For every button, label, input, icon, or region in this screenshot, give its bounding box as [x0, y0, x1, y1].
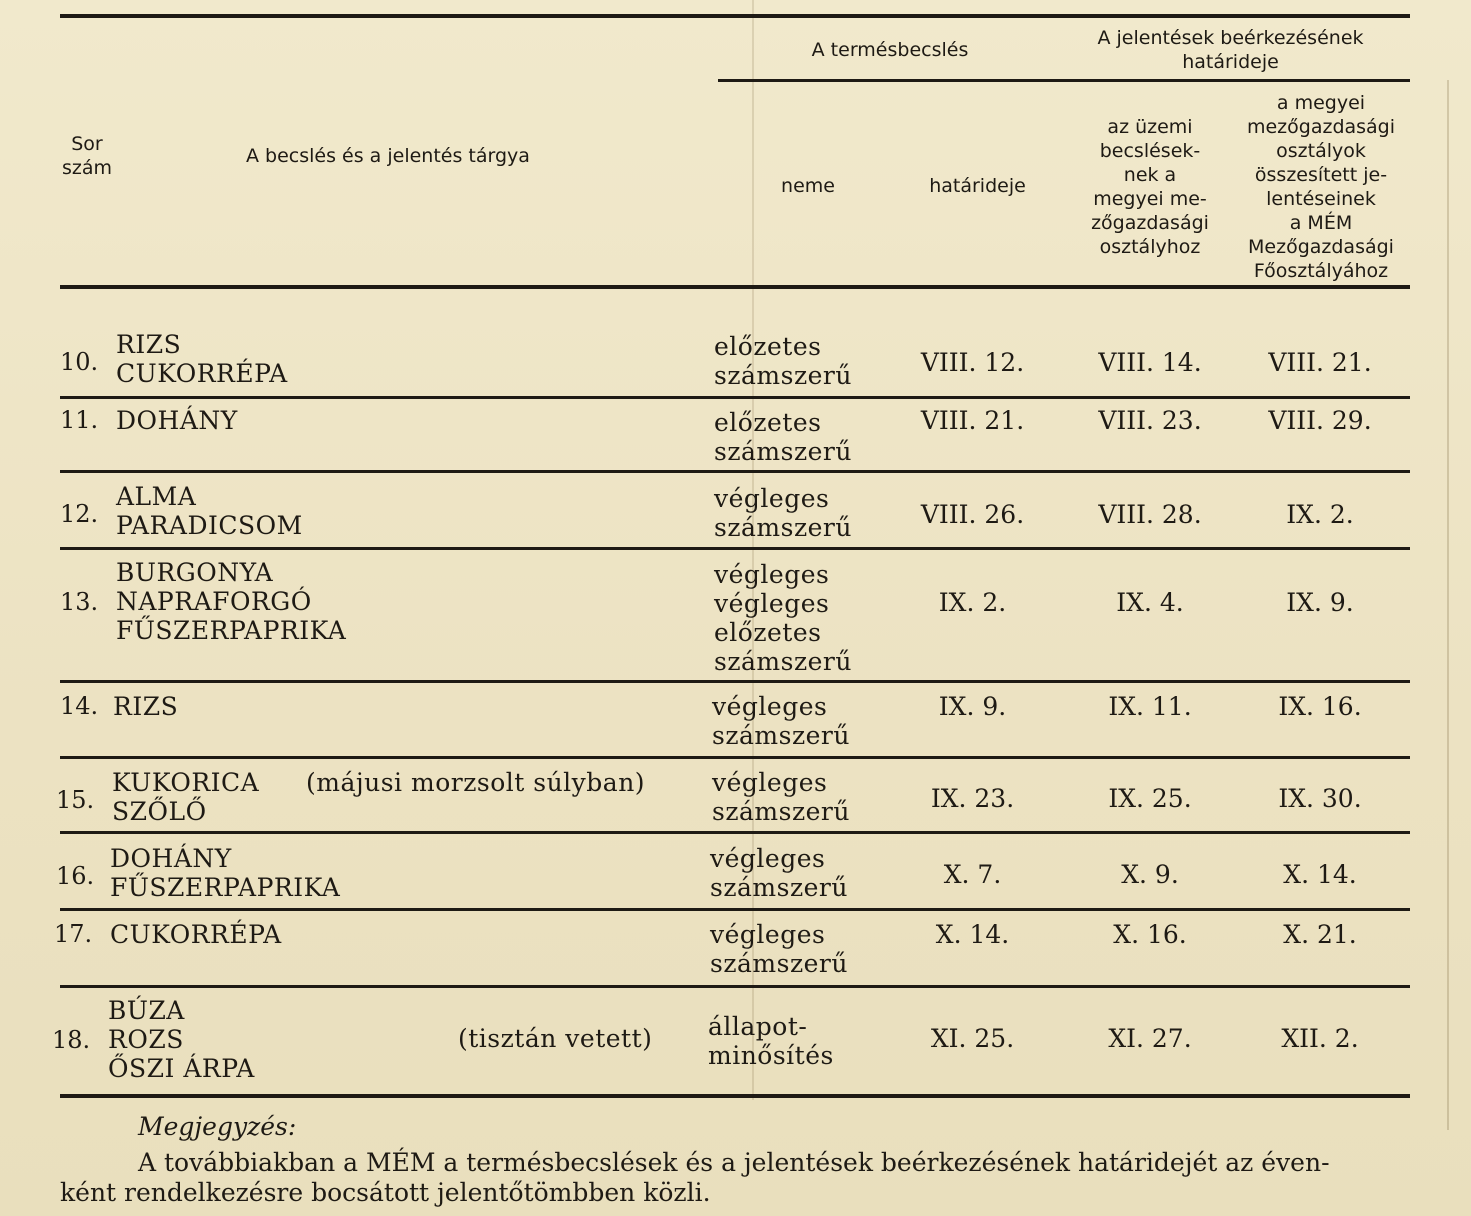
header-estimate-kind: neme [781, 175, 835, 197]
row-kind: végleges számszerű [712, 768, 850, 826]
row-kind: végleges végleges előzetes számszerű [714, 560, 852, 676]
row-note: (tisztán vetett) [458, 1024, 653, 1053]
row-number: 15. [56, 786, 95, 814]
footnote-line-2: ként rendelkezésre bocsátott jelentőtömbben közli. [60, 1178, 711, 1207]
row-subjects: CUKORRÉPA [110, 920, 282, 949]
header-reports-group: A jelentések beérkezésének határideje [1097, 27, 1364, 73]
table-top-rule [60, 14, 1410, 18]
row-deadline: VIII. 21. [920, 406, 1025, 435]
row-to-county: VIII. 14. [1098, 348, 1202, 377]
row-subjects: RIZS CUKORRÉPA [116, 330, 288, 388]
row-to-ministry: IX. 30. [1278, 784, 1362, 813]
row-to-county: X. 16. [1113, 920, 1187, 949]
row-deadline: X. 14. [935, 920, 1010, 949]
row-to-county: IX. 4. [1116, 588, 1184, 617]
row-rule [60, 985, 1410, 988]
row-number: 18. [52, 1026, 91, 1054]
row-to-ministry: IX. 16. [1278, 692, 1362, 721]
row-number: 13. [60, 588, 99, 616]
row-rule [60, 396, 1410, 399]
row-kind: végleges számszerű [714, 484, 852, 542]
row-kind: előzetes számszerű [714, 332, 852, 390]
row-to-county: VIII. 28. [1098, 500, 1202, 529]
row-subjects: ALMA PARADICSOM [116, 482, 303, 540]
row-deadline: VIII. 26. [920, 500, 1025, 529]
row-rule [60, 831, 1410, 834]
row-to-ministry: IX. 9. [1286, 588, 1354, 617]
footnote-line-1: A továbbiakban a MÉM a termésbecslések és a jelentések beérkezésének határidejét az éven- [138, 1148, 1330, 1177]
row-rule [60, 908, 1410, 911]
row-subjects: BURGONYA NAPRAFORGÓ FŰSZERPAPRIKA [116, 558, 347, 645]
row-to-ministry: VIII. 29. [1268, 406, 1372, 435]
row-number: 12. [60, 500, 99, 528]
header-sub-rule [718, 79, 1410, 82]
row-to-ministry: IX. 2. [1286, 500, 1354, 529]
row-to-county: VIII. 23. [1098, 406, 1202, 435]
row-deadline: IX. 23. [930, 784, 1015, 813]
row-kind: előzetes számszerű [714, 408, 852, 466]
row-subjects: DOHÁNY FŰSZERPAPRIKA [110, 844, 341, 902]
row-number: 10. [60, 348, 99, 376]
page-edge [1447, 80, 1449, 1130]
header-bottom-rule [60, 285, 1410, 289]
row-kind: végleges számszerű [712, 692, 850, 750]
header-subject: A becslés és a jelentés tárgya [246, 145, 530, 167]
row-rule [60, 470, 1410, 473]
row-rule [60, 547, 1410, 550]
row-deadline: X. 7. [943, 860, 1002, 889]
row-number: 11. [60, 406, 99, 434]
row-kind: végleges számszerű [710, 844, 848, 902]
row-note: (májusi morzsolt súlyban) [306, 768, 646, 797]
row-to-ministry: XII. 2. [1281, 1024, 1359, 1053]
row-rule [60, 756, 1410, 759]
row-kind: végleges számszerű [710, 920, 848, 978]
row-deadline: VIII. 12. [920, 348, 1025, 377]
header-estimate-group: A termésbecslés [811, 39, 969, 61]
row-to-ministry: X. 14. [1283, 860, 1357, 889]
row-to-county: IX. 25. [1108, 784, 1192, 813]
row-to-ministry: X. 21. [1283, 920, 1357, 949]
header-estimate-deadline: határideje [929, 175, 1026, 197]
header-to-ministry: a megyei mezőgazdasági osztályok összesített je- lentéseinek a MÉM Mezőgazdasági Főosztályához [1246, 92, 1396, 282]
row-number: 14. [60, 692, 99, 720]
row-deadline: IX. 9. [938, 692, 1007, 721]
header-sor-szam: Sor szám [61, 133, 113, 179]
row-to-county: X. 9. [1121, 860, 1179, 889]
row-subjects: BÚZA ROZS ŐSZI ÁRPA [108, 996, 255, 1083]
row-to-county: XI. 27. [1108, 1024, 1192, 1053]
row-subjects: DOHÁNY [116, 406, 238, 435]
row-deadline: IX. 2. [938, 588, 1007, 617]
row-subjects: KUKORICA SZŐLŐ [112, 768, 260, 826]
row-to-county: IX. 11. [1108, 692, 1192, 721]
row-kind: állapot- minősítés [708, 1012, 834, 1070]
row-subjects: RIZS [113, 692, 179, 721]
row-rule [60, 680, 1410, 683]
footnote-title: Megjegyzés: [138, 1112, 297, 1141]
table-bottom-rule [60, 1094, 1410, 1098]
row-to-ministry: VIII. 21. [1268, 348, 1372, 377]
row-number: 17. [54, 920, 93, 948]
header-to-county: az üzemi becslések- nek a megyei me- zőgazdasági osztályhoz [1091, 116, 1209, 258]
row-deadline: XI. 25. [930, 1024, 1015, 1053]
row-number: 16. [56, 862, 95, 890]
